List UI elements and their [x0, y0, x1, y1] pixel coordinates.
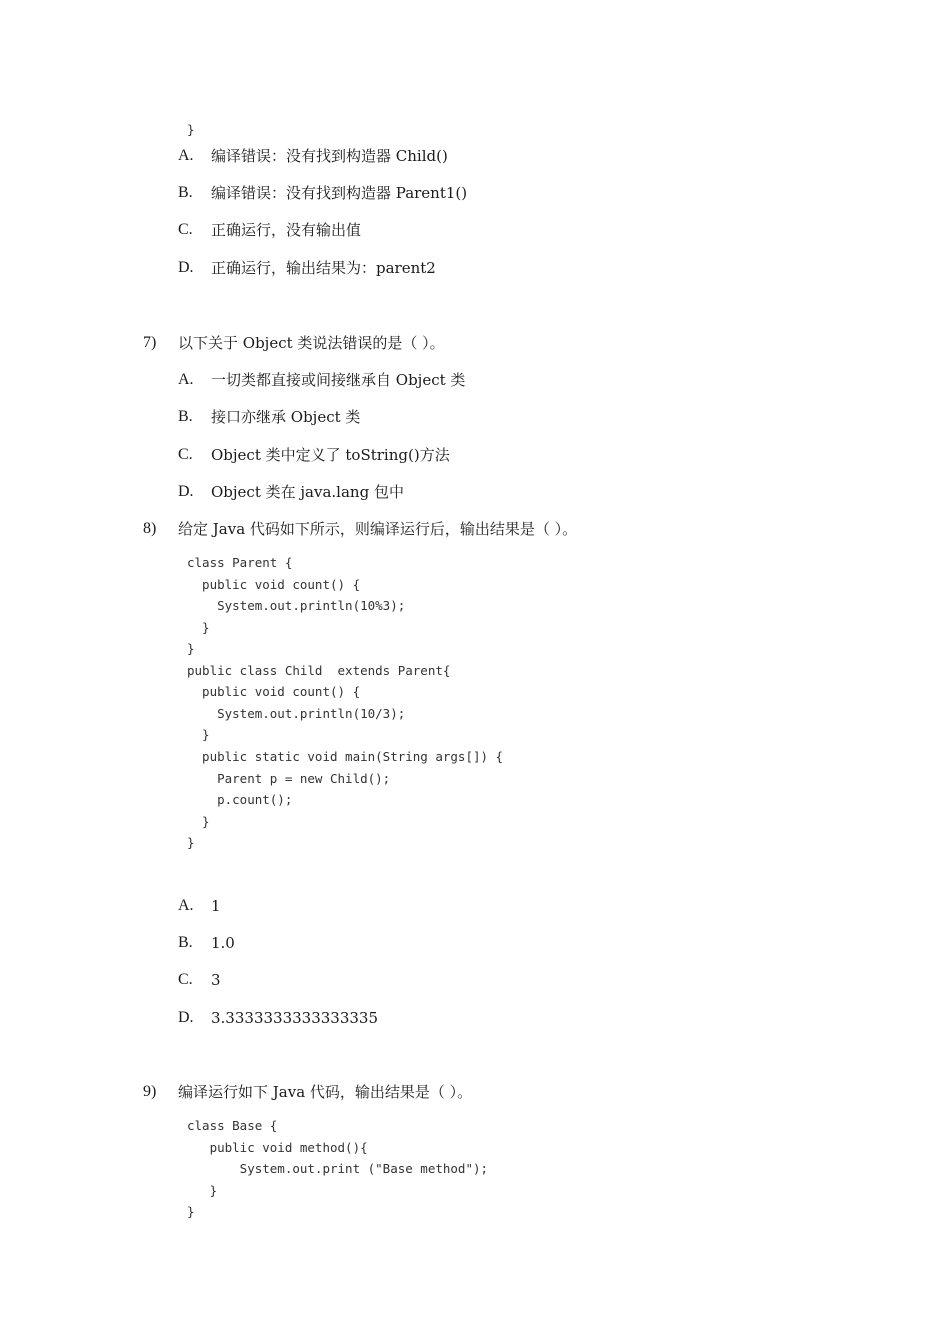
code-line: System.out.print ("Base method");	[187, 1161, 489, 1176]
code-line: }	[187, 620, 210, 635]
option-text: 1	[211, 897, 221, 915]
option-text: Object 类中定义了 toString()方法	[211, 446, 450, 464]
question-number: 8)	[143, 520, 157, 537]
question-number: 7)	[143, 334, 157, 351]
option-text: Object 类在 java.lang 包中	[211, 483, 404, 501]
option-letter: D.	[178, 1009, 194, 1026]
code-line: class Parent {	[187, 555, 293, 570]
option-letter: C.	[178, 221, 193, 238]
code-line: public void count() {	[187, 577, 361, 592]
option-letter: A.	[178, 371, 194, 388]
option-letter: B.	[178, 408, 193, 425]
code-line: }	[187, 1204, 195, 1219]
code-line: public void count() {	[187, 684, 361, 699]
code-line: p.count();	[187, 792, 293, 807]
code-line: System.out.println(10%3);	[187, 598, 406, 613]
option-text: 3	[211, 971, 221, 989]
code-line: public static void main(String args[]) {	[187, 749, 504, 764]
option-letter: A.	[178, 147, 194, 164]
code-line: }	[187, 727, 210, 742]
option-letter: B.	[178, 934, 193, 951]
code-line: System.out.println(10/3);	[187, 706, 406, 721]
question-number: 9)	[143, 1083, 157, 1100]
option-text: 3.3333333333333335	[211, 1009, 379, 1027]
option-text: 正确运行，没有输出值	[211, 221, 362, 239]
option-text: 正确运行，输出结果为：parent2	[211, 259, 436, 277]
code-line: }	[187, 1183, 218, 1198]
option-text: 1.0	[211, 934, 235, 952]
question-text: 以下关于 Object 类说法错误的是（ ）。	[178, 334, 445, 352]
question-text: 给定 Java 代码如下所示，则编译运行后，输出结果是（ ）。	[178, 520, 578, 538]
code-closing-brace: }	[187, 122, 195, 137]
option-text: 编译错误：没有找到构造器 Child()	[211, 147, 448, 165]
code-line: public void method(){	[187, 1140, 368, 1155]
code-line: }	[187, 814, 210, 829]
code-line: }	[187, 835, 195, 850]
question-text: 编译运行如下 Java 代码，输出结果是（ ）。	[178, 1083, 473, 1101]
code-line: class Base {	[187, 1118, 278, 1133]
option-letter: D.	[178, 483, 194, 500]
option-letter: C.	[178, 446, 193, 463]
option-text: 接口亦继承 Object 类	[211, 408, 361, 426]
option-text: 编译错误：没有找到构造器 Parent1()	[211, 184, 468, 202]
option-letter: D.	[178, 259, 194, 276]
option-letter: C.	[178, 971, 193, 988]
option-letter: B.	[178, 184, 193, 201]
option-letter: A.	[178, 897, 194, 914]
option-text: 一切类都直接或间接继承自 Object 类	[211, 371, 466, 389]
code-line: Parent p = new Child();	[187, 771, 391, 786]
code-line: }	[187, 641, 195, 656]
code-line: public class Child extends Parent{	[187, 663, 451, 678]
